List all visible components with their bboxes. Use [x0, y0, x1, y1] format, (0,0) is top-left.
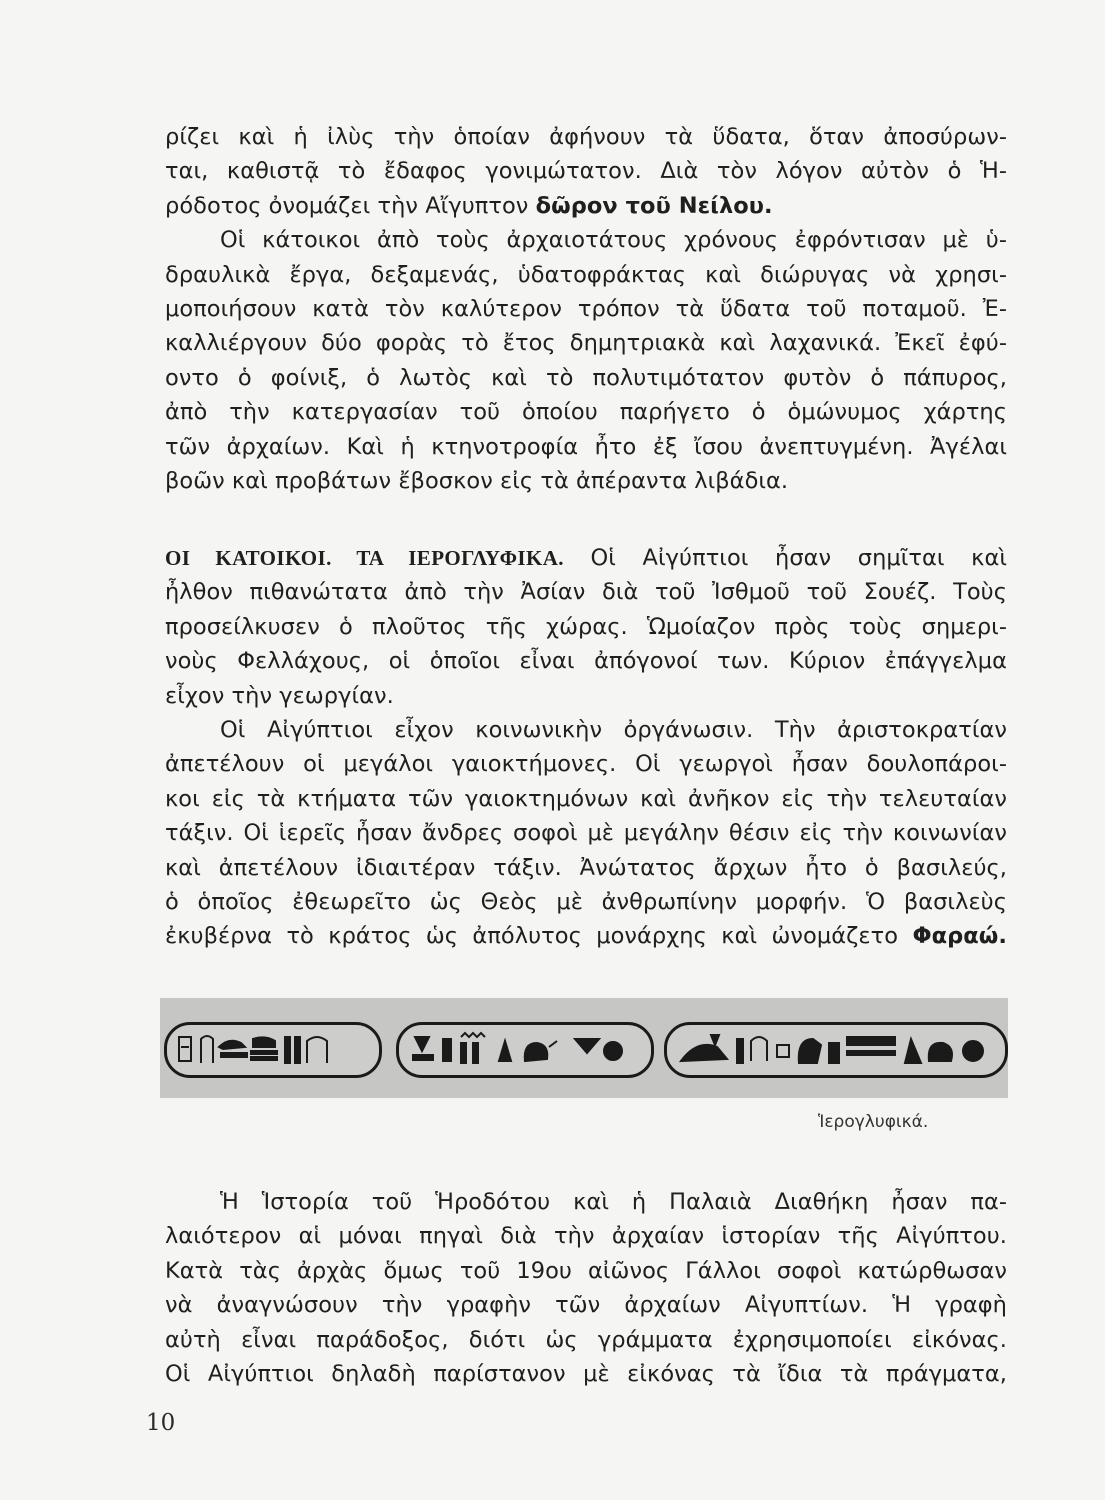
figure-caption: Ἱερογλυφικά.: [818, 1112, 929, 1132]
cartouche-3: [664, 1022, 1008, 1078]
text-line: ἦλθον πιθανώτατα ἀπὸ τὴν Ἀσίαν διὰ τοῦ Ἰσθμοῦ τοῦ Σουέζ. Τοὺς: [165, 579, 1007, 606]
text-line: νὰ ἀναγνώσουν τὴν γραφὴν τῶν ἀρχαίων Αἰγυπτίων. Ἡ γραφὴ: [165, 1292, 1007, 1319]
text-line: τῶν ἀρχαίων. Καὶ ἡ κτηνοτροφία ἦτο ἐξ ἴσου ἀνεπτυγμένη. Ἀγέλαι: [165, 433, 1007, 460]
text-block-inhabitants: [165, 541, 1007, 954]
section-heading: ΟΙ ΚΑΤΟΙΚΟΙ. ΤΑ ΙΕΡΟΓΛΥΦΙΚΑ.: [165, 546, 564, 570]
text-line: λαιότερον αἱ μόναι πηγαὶ διὰ τὴν ἀρχαίαν ἱστορίαν τῆς Αἰγύπτου.: [165, 1223, 1007, 1250]
text-line: [165, 919, 1007, 953]
hieroglyph-glyphs-icon: [399, 1025, 651, 1075]
text-line: δραυλικὰ ἔργα, δεξαμενάς, ὑδατοφράκτας καὶ διώρυγας νὰ χρησι-: [165, 261, 1007, 288]
hieroglyph-glyphs-icon: [167, 1025, 379, 1075]
text-run: ρόδοτος ὀνομάζει τὴν Αἴγυπτον: [165, 192, 536, 219]
text-line: κοι εἰς τὰ κτήματα τῶν γαιοκτημόνων καὶ ἀνῆκον εἰς τὴν τελευταίαν: [165, 785, 1007, 812]
paragraph-start-line: Οἱ Αἰγύπτιοι εἶχον κοινωνικὴν ὀργάνωσιν. Τὴν ἀριστοκρατίαν: [220, 716, 1007, 743]
text-line: Οἱ Αἰγύπτιοι δηλαδὴ παρίστανον μὲ εἰκόνας τὰ ἴδια τὰ πράγματα,: [165, 1360, 1007, 1387]
text-block-nile: [165, 120, 1007, 498]
text-line: [165, 541, 1007, 575]
text-block-sources: [165, 1185, 1007, 1391]
text-line: ρίζει καὶ ἡ ἰλὺς τὴν ὁποίαν ἀφήνουν τὰ ὕδατα, ὅταν ἀποσύρων-: [165, 124, 1007, 150]
paragraph-start-line: Οἱ κάτοικοι ἀπὸ τοὺς ἀρχαιοτάτους χρόνους ἐφρόντισαν μὲ ὑ-: [220, 227, 1007, 254]
text-line: τάξιν. Οἱ ἱερεῖς ἦσαν ἄνδρες σοφοὶ μὲ μεγάλην θέσιν εἰς τὴν κοινωνίαν: [165, 820, 1007, 847]
hieroglyph-glyphs-icon: [667, 1025, 1005, 1075]
text-line: προσείλκυσεν ὁ πλοῦτος τῆς χώρας. Ὡμοίαζον πρὸς τοὺς σημερι-: [165, 613, 1007, 640]
text-line: οντο ὁ φοίνιξ, ὁ λωτὸς καὶ τὸ πολυτιμότατον φυτὸν ὁ πάπυρος,: [165, 364, 1007, 391]
text-line: ἀπετέλουν οἱ μεγάλοι γαιοκτήμονες. Οἱ γεωργοὶ ἦσαν δουλοπάροι-: [165, 751, 1007, 778]
emphasis-pharaoh: Φαραώ.: [912, 923, 1007, 950]
text-line: εἶχον τὴν γεωργίαν.: [165, 682, 394, 709]
text-line: [165, 189, 1007, 223]
text-line: ἀπὸ τὴν κατεργασίαν τοῦ ὁποίου παρήγετο ὁ ὁμώνυμος χάρτης: [165, 399, 1007, 426]
cartouche-2: [396, 1022, 654, 1078]
text-run: Οἱ Αἰγύπτιοι ἦσαν σημῖται καὶ: [563, 545, 1008, 571]
text-line: νοὺς Φελλάχους, οἱ ὁποῖοι εἶναι ἀπόγονοί των. Κύριον ἐπάγγελμα: [165, 648, 1007, 675]
page-number: 10: [146, 1410, 176, 1436]
cartouche-1: [164, 1022, 382, 1078]
text-line: καὶ ἀπετέλουν ἰδιαιτέραν τάξιν. Ἀνώτατος ἄρχων ἦτο ὁ βασιλεύς,: [165, 854, 1007, 881]
text-line: βοῶν καὶ προβάτων ἔβοσκον εἰς τὰ ἀπέραντα λιβάδια.: [165, 467, 789, 494]
text-line: Κατὰ τὰς ἀρχὰς ὅμως τοῦ 19ου αἰῶνος Γάλλοι σοφοὶ κατώρθωσαν: [165, 1257, 1007, 1284]
paragraph-start-line: Ἡ Ἱστορία τοῦ Ἡροδότου καὶ ἡ Παλαιὰ Διαθήκη ἦσαν πα-: [220, 1189, 1007, 1215]
emphasis-gift-of-nile: δῶρον τοῦ Νείλου.: [535, 192, 773, 219]
text-line: ὁ ὁποῖος ἐθεωρεῖτο ὡς Θεὸς μὲ ἀνθρωπίνην μορφήν. Ὁ βασιλεὺς: [165, 888, 1007, 915]
text-line: μοποιήσουν κατὰ τὸν καλύτερον τρόπον τὰ ὕδατα τοῦ ποταμοῦ. Ἐ-: [165, 295, 1007, 322]
text-line: ται, καθιστᾷ τὸ ἔδαφος γονιμώτατον. Διὰ τὸν λόγον αὐτὸν ὁ Ἡ-: [165, 158, 1007, 185]
text-line: αὐτὴ εἶναι παράδοξος, διότι ὡς γράμματα ἐχρησιμοποίει εἰκόνας.: [165, 1326, 1007, 1353]
text-line: καλλιέργουν δύο φορὰς τὸ ἔτος δημητριακὰ καὶ λαχανικά. Ἐκεῖ ἐφύ-: [165, 330, 1007, 357]
hieroglyphs-figure: [160, 998, 1008, 1098]
text-run: ἐκυβέρνα τὸ κράτος ὡς ἀπόλυτος μονάρχης καὶ ὠνομάζετο: [165, 923, 913, 950]
